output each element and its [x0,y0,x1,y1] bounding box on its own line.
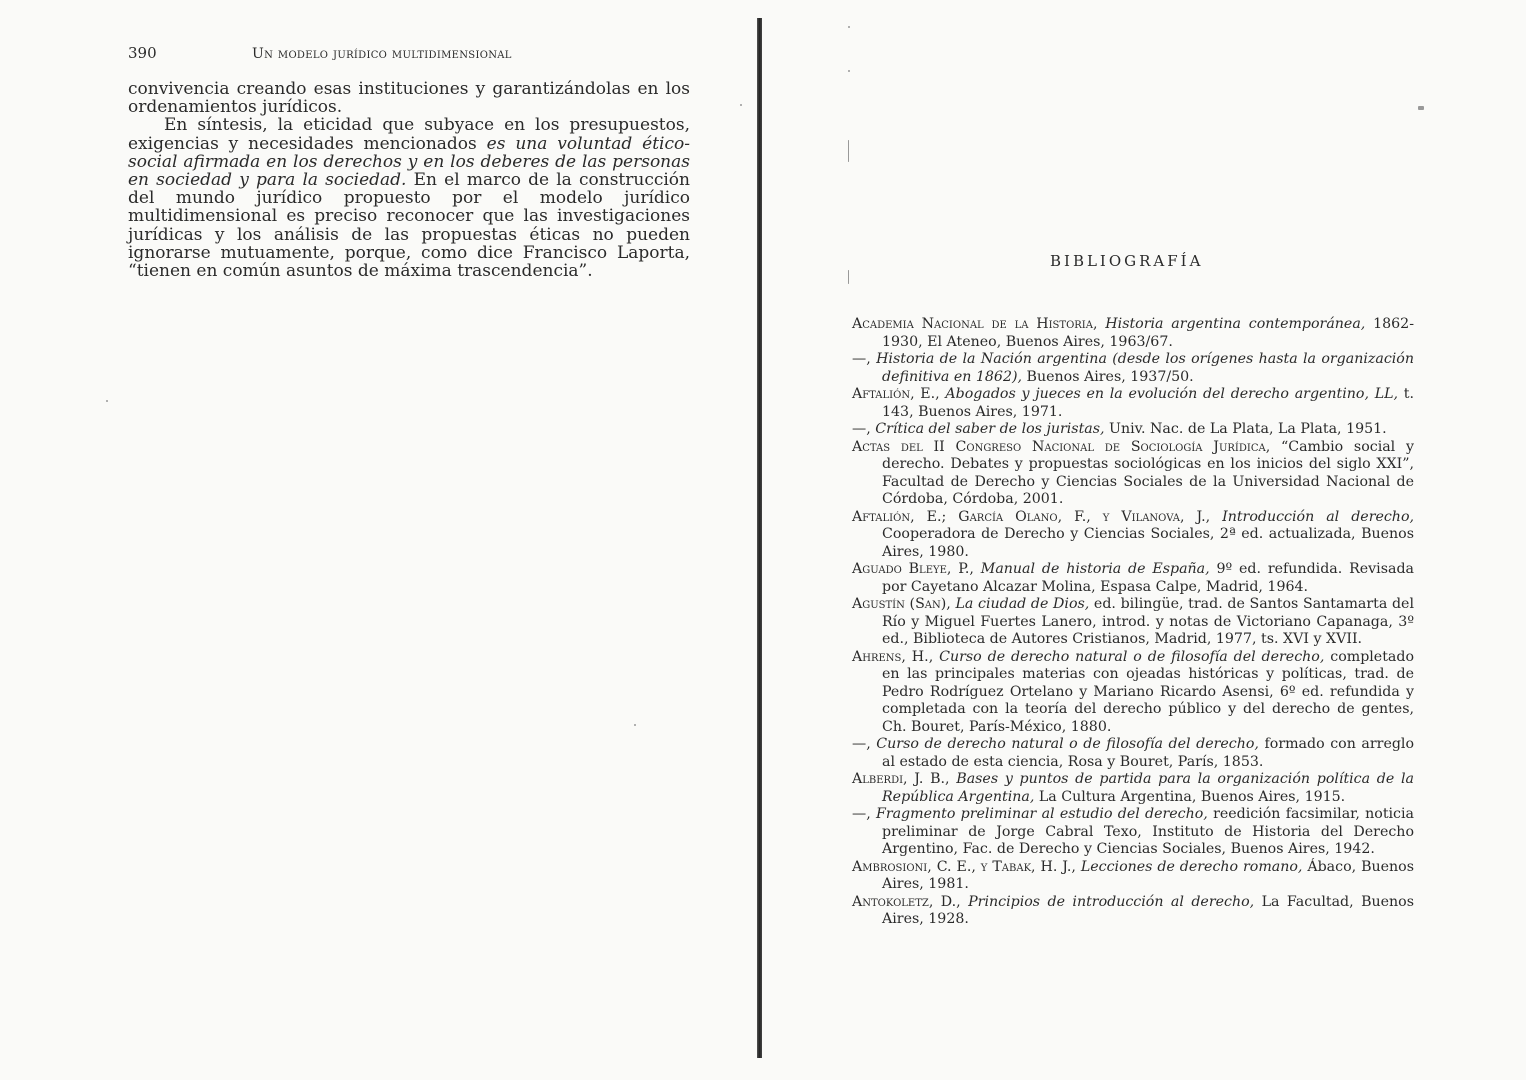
entry-details: La Cultura Argentina, Buenos Aires, 1915. [1034,788,1346,805]
entry-author: Actas del II Congreso Nacional de Sociología Jurídica, [852,438,1271,455]
entry-author: Agustín (San), [852,596,951,612]
entry-author: —, [852,806,871,822]
entry-title: Abogados y jueces en la evolución del derecho argentino, LL, [945,386,1399,402]
paragraph: convivencia creando esas instituciones y garantizándolas en los ordenamientos jurídicos. [128,79,690,118]
entry-title: Crítica del saber de los juristas, [875,421,1105,437]
bibliography-entry [852,736,1414,771]
scan-speck [848,26,850,28]
entry-author: —, [852,421,871,437]
entry-title: Bases y puntos de partida para la organización política de la República Argentina, [882,771,1414,805]
entry-details: 9º ed. refundida. Revisada por Cayetano Alcazar Molina, Espasa Calpe, Madrid, 1964. [882,561,1415,595]
entry-details: Buenos Aires, 1937/50. [1022,368,1194,385]
paragraph-text: En el marco de la construcción del mundo jurídico propuesto por el modelo jurídico multidimensional es preciso reconocer que las investigaciones jurídicas y los análisis de las propuestas éticas no pueden ignorarse mutuamente, porque, como dice Francisco Laporta, “tienen en común asuntos de máxima trascendencia”. [128,170,690,282]
entry-details: ed. bilingüe, trad. de Santos Santamarta del Río y Miguel Fuertes Lanero, introd. y notas de Victoriano Capanaga, 3º ed., Biblioteca de Autores Cristianos, Madrid, 1977, ts. XVI y XVII. [882,596,1414,647]
scan-speck [848,270,849,284]
entry-title: Principios de introducción al derecho, [968,893,1255,910]
entry-title: Historia argentina contemporánea, [1105,316,1366,332]
bibliography-entry [852,596,1414,649]
bibliography-entry [852,859,1414,894]
bibliography-entry [852,561,1414,596]
bibliography-entry [852,509,1414,562]
entry-details: completado en las principales materias con ojeadas históricas y políticas, trad. de Pedro Rodríguez Ortelano y Mariano Ricardo Asensi, 6º ed. refundida y completada con la teoría del derecho público y del derecho de gentes, Ch. Bouret, París-México, 1880. [882,648,1414,735]
paragraph-text: En síntesis, la eticidad que subyace en los presupuestos, exigencias y necesidades mencionados [128,115,690,154]
entry-author: —, [852,736,871,752]
entry-author: Aguado Bleye, P., [852,561,974,577]
bibliography-entry [852,806,1414,859]
entry-author: Ahrens, H., [852,648,934,665]
entry-details: Cooperadora de Derecho y Ciencias Sociales, 2ª ed. actualizada, Buenos Aires, 1980. [882,526,1414,560]
book-gutter [757,18,762,1058]
scan-speck [634,724,636,726]
entry-details: formado con arreglo al estado de esta ciencia, Rosa y Bouret, París, 1853. [882,736,1415,770]
page-number: 390 [128,44,157,62]
scan-speck [848,70,850,72]
entry-author: Aftalión, E., [852,386,940,402]
scan-speck [848,140,849,162]
bibliography-title: BIBLIOGRAFÍA [1050,252,1204,270]
bibliography-entry [852,894,1414,929]
entry-details: 1862-1930, El Ateneo, Buenos Aires, 1963/67. [882,316,1414,350]
entry-author: Academia Nacional de la Historia, [852,316,1098,332]
emphasized-text: es una voluntad ético-social afirmada en los derechos y en los deberes de las personas en sociedad y para la sociedad. [128,133,690,191]
entry-author: Antokoletz, D., [852,893,961,910]
bibliography-entry [852,439,1414,509]
entry-title: Curso de derecho natural o de filosofía del derecho, [939,648,1325,665]
bibliography-entry [852,351,1414,386]
running-head-title: Un modelo jurídico multidimensional [252,46,512,62]
paragraph [128,116,690,280]
entry-author: Alberdi, J. B., [852,771,950,787]
entry-title: Curso de derecho natural o de filosofía del derecho, [876,736,1259,752]
entry-title: Manual de historia de España, [980,561,1210,577]
entry-details: Ábaco, Buenos Aires, 1981. [882,858,1414,892]
bibliography-entry [852,421,1414,439]
entry-details: La Facultad, Buenos Aires, 1928. [882,893,1414,927]
entry-details: t. 143, Buenos Aires, 1971. [882,386,1414,420]
left-page [0,0,758,1080]
scan-speck [106,400,108,402]
running-head [128,44,688,62]
entry-details: reedición facsimilar, noticia preliminar de Jorge Cabral Texo, Instituto de Historia del Derecho Argentino, Fac. de Derecho y Ciencias Sociales, Buenos Aires, 1942. [882,806,1414,857]
entry-title: Lecciones de derecho romano, [1080,858,1303,875]
entry-author: Aftalión, E.; García Olano, F., y Vilanova, J., [852,508,1211,525]
bibliography-entry [852,316,1414,351]
bibliography-list [852,316,1414,929]
bibliography-entry [852,771,1414,806]
scan-speck [1418,106,1424,110]
entry-author: Ambrosioni, C. E., y Tabak, H. J., [852,858,1076,875]
entry-details: “Cambio social y derecho. Debates y propuestas sociológicas en los inicios del siglo XXI”, Facultad de Derecho y Ciencias Sociales de la Universidad Nacional de Córdoba, Córdoba, 2001. [882,438,1414,507]
body-text [128,80,690,280]
bibliography-entry [852,386,1414,421]
entry-title: La ciudad de Dios, [955,596,1090,612]
entry-details: Univ. Nac. de La Plata, La Plata, 1951. [1104,421,1387,437]
bibliography-entry [852,649,1414,737]
entry-title: Fragmento preliminar al estudio del derecho, [875,806,1208,822]
entry-title: Historia de la Nación argentina (desde los orígenes hasta la organización definitiva en 1862), [876,351,1414,385]
entry-title: Introducción al derecho, [1222,508,1415,525]
scan-speck [740,104,742,106]
entry-author: —, [852,351,871,367]
